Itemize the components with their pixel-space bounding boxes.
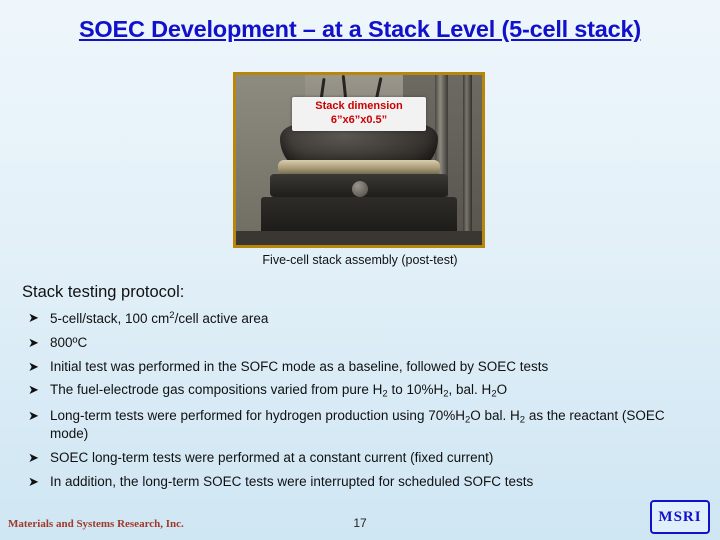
bullet-marker-icon: ➤ (28, 473, 39, 489)
stack-dimension-callout (292, 97, 426, 131)
page-number: 17 (353, 516, 367, 530)
msri-logo (650, 500, 710, 534)
slide-title-text: SOEC Development – at a Stack Level (5-cell stack) (78, 16, 642, 42)
photo-caption: Five-cell stack assembly (post-test) (262, 253, 458, 267)
bullet-text: SOEC long-term tests were performed at a constant current (fixed current) (50, 449, 494, 465)
bullet-text: The fuel-electrode gas compositions varied from pure $H_2$ to $10\%H_2$, bal. $H_2O$ (50, 382, 508, 400)
bullet-marker-icon: ➤ (28, 407, 39, 423)
bullet-list (28, 310, 698, 498)
bullet-text: Long-term tests were performed for hydrogen production using $70\%H_2O$ bal. $H_2$ as the reactant (SOEC mode) (50, 407, 665, 441)
bullet-item (28, 310, 698, 328)
stack-photo (233, 72, 485, 248)
msri-logo-text: MSRI (658, 508, 702, 525)
bullet-marker-icon: ➤ (28, 382, 39, 398)
bullet-item (28, 359, 698, 376)
protocol-heading: Stack testing protocol: (22, 283, 185, 301)
photo-floor (236, 231, 482, 245)
bullet-marker-icon: ➤ (28, 449, 39, 465)
bullet-text: 5-cell/stack, 100 $cm^2$/cell active area (50, 310, 269, 326)
bullet-marker-icon: ➤ (28, 310, 39, 325)
stack-photo-image (236, 75, 482, 245)
bullet-marker-icon: ➤ (28, 334, 39, 350)
photo-bolt (352, 181, 368, 197)
bullet-item (28, 474, 698, 491)
bullet-text: 800ºC (50, 334, 88, 350)
bullet-item (28, 382, 698, 400)
bullet-item (28, 408, 698, 443)
photo-pipe-far-right (463, 75, 472, 245)
bullet-marker-icon: ➤ (28, 358, 39, 374)
bullet-text: Initial test was performed in the SOFC mode as a baseline, followed by SOEC tests (50, 358, 549, 374)
bullet-text: In addition, the long-term SOEC tests were interrupted for scheduled SOFC tests (50, 473, 534, 489)
slide-title (0, 16, 720, 43)
footer-company: Materials and Systems Research, Inc. (8, 518, 184, 530)
bullet-item (28, 335, 698, 352)
bullet-item (28, 450, 698, 467)
callout-line-1: Stack dimension (315, 100, 403, 113)
callout-line-2: 6”x6”x0.5” (330, 113, 388, 126)
